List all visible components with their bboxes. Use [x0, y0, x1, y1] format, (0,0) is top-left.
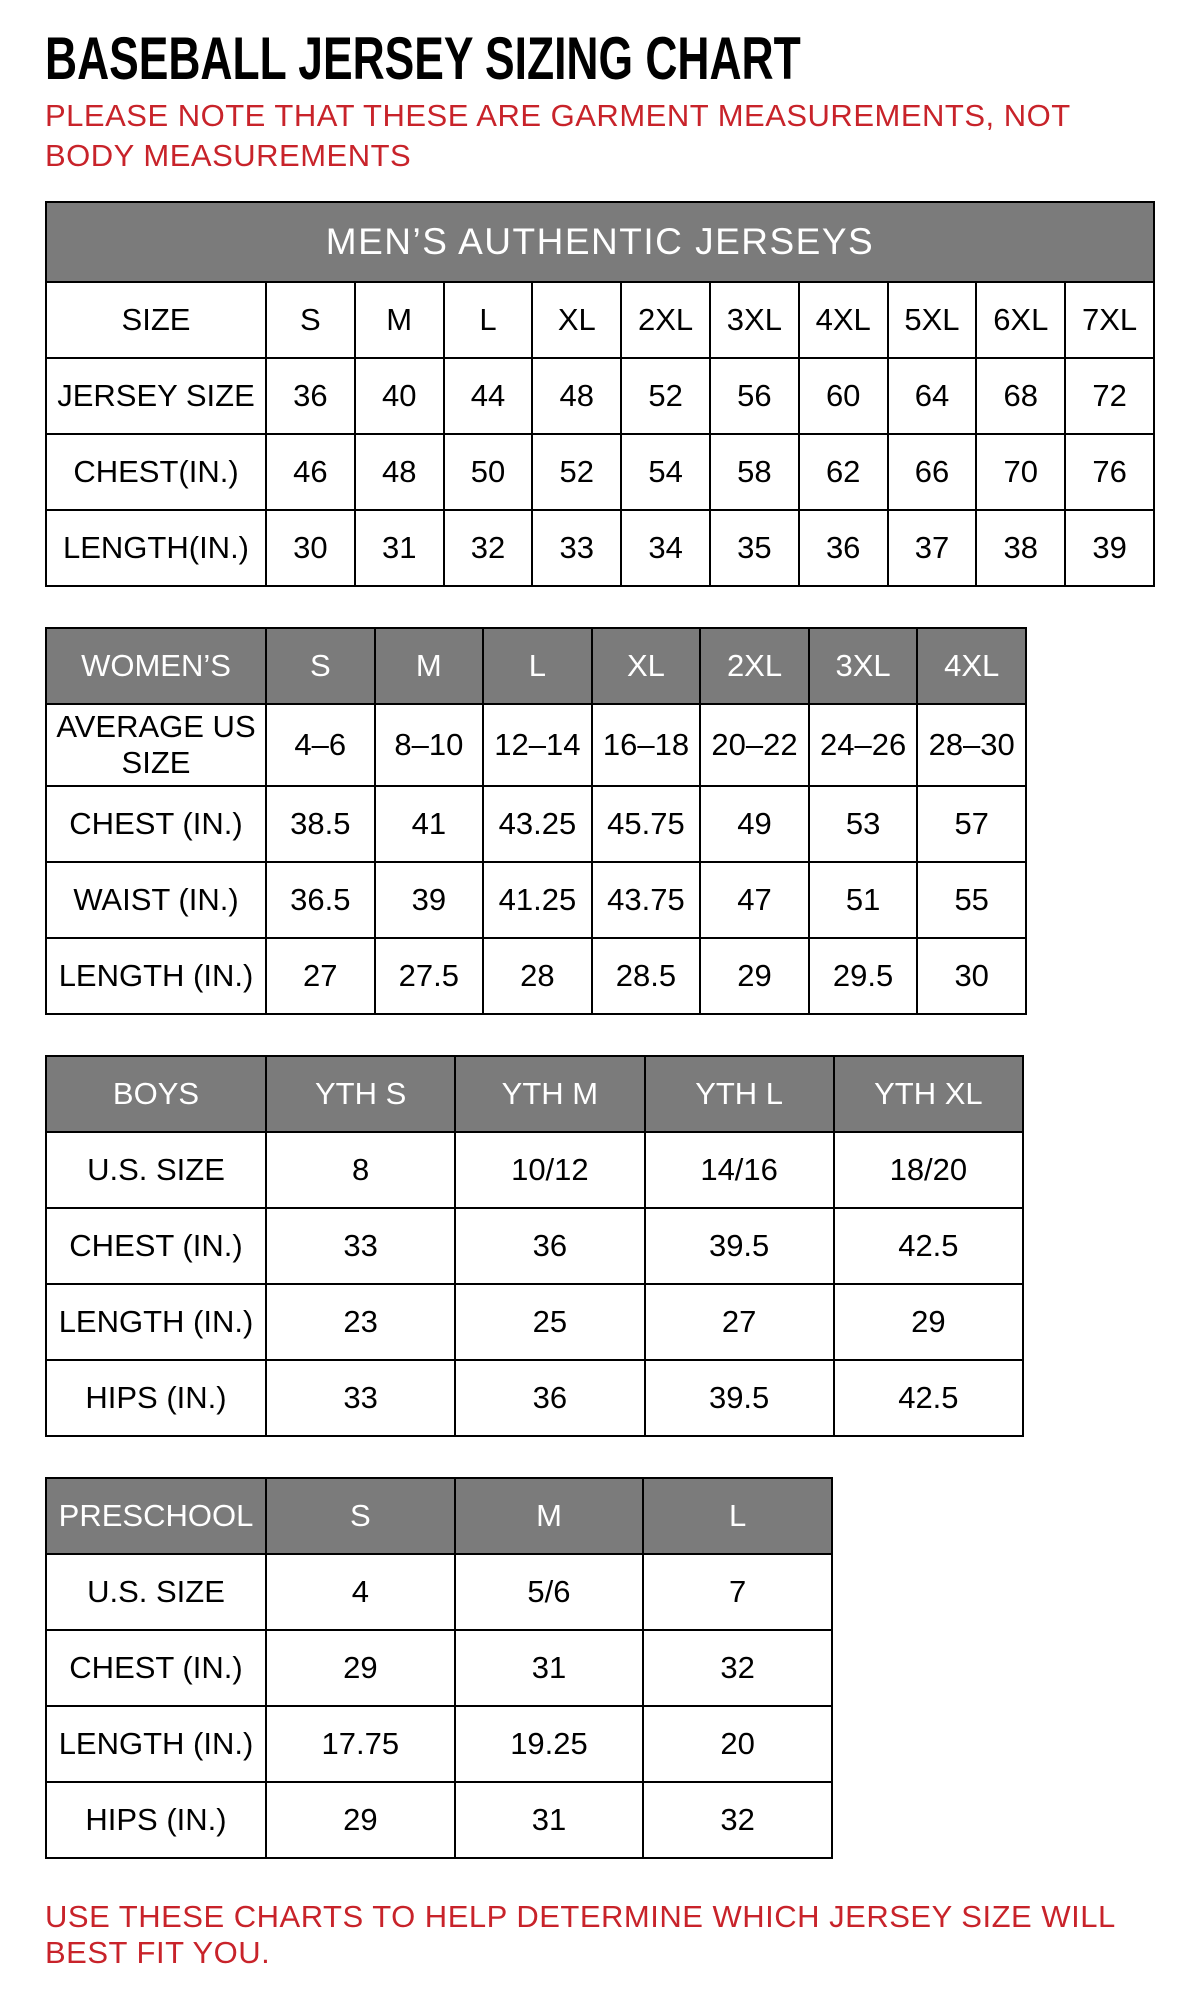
mens-column-header-4: XL [532, 282, 621, 358]
boys-row-label: LENGTH (IN.) [46, 1284, 266, 1360]
mens-cell-9: 70 [976, 434, 1065, 510]
preschool-cell-3: 20 [643, 1706, 832, 1782]
womens-cell-7: 30 [917, 938, 1026, 1014]
mens-columns-label: SIZE [46, 282, 266, 358]
preschool-columns-label: PRESCHOOL [46, 1478, 266, 1554]
preschool-cell-1: 29 [266, 1782, 455, 1858]
mens-cell-6: 35 [710, 510, 799, 586]
womens-cell-3: 43.25 [483, 786, 592, 862]
mens-table-title: MEN’S AUTHENTIC JERSEYS [46, 202, 1154, 282]
womens-data-row [46, 862, 1026, 938]
mens-cell-10: 72 [1065, 358, 1154, 434]
womens-cell-4: 43.75 [592, 862, 701, 938]
boys-column-header-3: YTH L [645, 1056, 834, 1132]
womens-cell-1: 36.5 [266, 862, 375, 938]
womens-cell-7: 57 [917, 786, 1026, 862]
boys-cell-1: 33 [266, 1360, 455, 1436]
womens-sizing-table [45, 627, 1027, 1015]
mens-cell-2: 40 [355, 358, 444, 434]
mens-column-header-3: L [444, 282, 533, 358]
womens-cell-4: 45.75 [592, 786, 701, 862]
womens-cell-4: 16–18 [592, 704, 701, 786]
boys-cell-2: 36 [455, 1208, 644, 1284]
mens-cell-8: 66 [888, 434, 977, 510]
mens-row-label: JERSEY SIZE [46, 358, 266, 434]
preschool-cell-2: 31 [455, 1630, 644, 1706]
boys-column-header-4: YTH XL [834, 1056, 1023, 1132]
preschool-row-label: U.S. SIZE [46, 1554, 266, 1630]
womens-cell-7: 55 [917, 862, 1026, 938]
womens-cell-2: 41 [375, 786, 484, 862]
womens-cell-3: 12–14 [483, 704, 592, 786]
womens-row-label: CHEST (IN.) [46, 786, 266, 862]
womens-cell-1: 27 [266, 938, 375, 1014]
womens-cell-4: 28.5 [592, 938, 701, 1014]
mens-cell-1: 46 [266, 434, 355, 510]
mens-cell-5: 52 [621, 358, 710, 434]
boys-cell-1: 23 [266, 1284, 455, 1360]
boys-cell-4: 42.5 [834, 1360, 1023, 1436]
womens-column-header-2: M [375, 628, 484, 704]
womens-cell-2: 8–10 [375, 704, 484, 786]
mens-column-header-5: 2XL [621, 282, 710, 358]
womens-cell-6: 53 [809, 786, 918, 862]
boys-cell-2: 25 [455, 1284, 644, 1360]
preschool-sizing-table [45, 1477, 833, 1859]
preschool-data-row [46, 1630, 832, 1706]
womens-column-header-1: S [266, 628, 375, 704]
title-wrap [45, 24, 1155, 96]
womens-cell-1: 38.5 [266, 786, 375, 862]
mens-column-header-7: 4XL [799, 282, 888, 358]
mens-cell-4: 33 [532, 510, 621, 586]
preschool-cell-3: 7 [643, 1554, 832, 1630]
mens-column-header-2: M [355, 282, 444, 358]
womens-cell-5: 47 [700, 862, 809, 938]
preschool-columns-row [46, 1478, 832, 1554]
womens-cell-2: 39 [375, 862, 484, 938]
womens-cell-1: 4–6 [266, 704, 375, 786]
preschool-row-label: LENGTH (IN.) [46, 1706, 266, 1782]
mens-data-row [46, 358, 1154, 434]
mens-cell-2: 48 [355, 434, 444, 510]
boys-cell-2: 10/12 [455, 1132, 644, 1208]
womens-data-row [46, 704, 1026, 786]
boys-cell-4: 29 [834, 1284, 1023, 1360]
boys-data-row [46, 1208, 1023, 1284]
boys-sizing-table [45, 1055, 1024, 1437]
mens-column-header-10: 7XL [1065, 282, 1154, 358]
womens-cell-5: 20–22 [700, 704, 809, 786]
boys-data-row [46, 1360, 1023, 1436]
garment-measurement-note: PLEASE NOTE THAT THESE ARE GARMENT MEASUREMENTS, NOT BODY MEASUREMENTS [45, 98, 1071, 173]
preschool-data-row [46, 1706, 832, 1782]
mens-cell-4: 48 [532, 358, 621, 434]
boys-column-header-1: YTH S [266, 1056, 455, 1132]
mens-column-header-9: 6XL [976, 282, 1065, 358]
womens-columns-label: WOMEN’S [46, 628, 266, 704]
womens-cell-3: 28 [483, 938, 592, 1014]
womens-cell-5: 49 [700, 786, 809, 862]
mens-cell-8: 37 [888, 510, 977, 586]
preschool-cell-2: 5/6 [455, 1554, 644, 1630]
mens-data-row [46, 434, 1154, 510]
boys-row-label: HIPS (IN.) [46, 1360, 266, 1436]
mens-cell-8: 64 [888, 358, 977, 434]
mens-cell-5: 34 [621, 510, 710, 586]
womens-cell-2: 27.5 [375, 938, 484, 1014]
womens-column-header-4: XL [592, 628, 701, 704]
preschool-row-label: HIPS (IN.) [46, 1782, 266, 1858]
boys-cell-1: 8 [266, 1132, 455, 1208]
womens-column-header-6: 3XL [809, 628, 918, 704]
mens-cell-1: 30 [266, 510, 355, 586]
boys-cell-3: 14/16 [645, 1132, 834, 1208]
preschool-column-header-3: L [643, 1478, 832, 1554]
mens-cell-7: 62 [799, 434, 888, 510]
mens-cell-7: 60 [799, 358, 888, 434]
womens-data-row [46, 786, 1026, 862]
womens-column-header-3: L [483, 628, 592, 704]
boys-cell-3: 39.5 [645, 1360, 834, 1436]
mens-cell-2: 31 [355, 510, 444, 586]
boys-cell-1: 33 [266, 1208, 455, 1284]
boys-row-label: U.S. SIZE [46, 1132, 266, 1208]
boys-cell-4: 18/20 [834, 1132, 1023, 1208]
sizing-chart-page [45, 24, 1155, 1971]
preschool-column-header-1: S [266, 1478, 455, 1554]
womens-cell-5: 29 [700, 938, 809, 1014]
preschool-data-row [46, 1782, 832, 1858]
womens-cell-6: 24–26 [809, 704, 918, 786]
preschool-column-header-2: M [455, 1478, 644, 1554]
boys-cell-2: 36 [455, 1360, 644, 1436]
preschool-cell-2: 31 [455, 1782, 644, 1858]
mens-cell-3: 50 [444, 434, 533, 510]
mens-cell-9: 68 [976, 358, 1065, 434]
preschool-row-label: CHEST (IN.) [46, 1630, 266, 1706]
mens-row-label: CHEST(IN.) [46, 434, 266, 510]
boys-cell-3: 27 [645, 1284, 834, 1360]
mens-cell-1: 36 [266, 358, 355, 434]
boys-columns-label: BOYS [46, 1056, 266, 1132]
mens-cell-7: 36 [799, 510, 888, 586]
boys-data-row [46, 1284, 1023, 1360]
mens-cell-9: 38 [976, 510, 1065, 586]
womens-cell-6: 51 [809, 862, 918, 938]
preschool-cell-1: 4 [266, 1554, 455, 1630]
mens-cell-3: 44 [444, 358, 533, 434]
mens-row-label: LENGTH(IN.) [46, 510, 266, 586]
mens-column-header-8: 5XL [888, 282, 977, 358]
footer-note: USE THESE CHARTS TO HELP DETERMINE WHICH JERSEY SIZE WILL BEST FIT YOU. [45, 1899, 1115, 1971]
mens-columns-row [46, 282, 1154, 358]
womens-cell-7: 28–30 [917, 704, 1026, 786]
preschool-cell-1: 29 [266, 1630, 455, 1706]
womens-row-label: WAIST (IN.) [46, 862, 266, 938]
preschool-cell-1: 17.75 [266, 1706, 455, 1782]
womens-data-row [46, 938, 1026, 1014]
preschool-cell-3: 32 [643, 1782, 832, 1858]
page-title: BASEBALL JERSEY SIZING CHART [45, 25, 801, 92]
mens-cell-4: 52 [532, 434, 621, 510]
womens-column-header-7: 4XL [917, 628, 1026, 704]
mens-column-header-6: 3XL [710, 282, 799, 358]
womens-column-header-5: 2XL [700, 628, 809, 704]
boys-cell-3: 39.5 [645, 1208, 834, 1284]
womens-columns-row [46, 628, 1026, 704]
boys-column-header-2: YTH M [455, 1056, 644, 1132]
preschool-cell-2: 19.25 [455, 1706, 644, 1782]
mens-column-header-1: S [266, 282, 355, 358]
boys-row-label: CHEST (IN.) [46, 1208, 266, 1284]
womens-cell-3: 41.25 [483, 862, 592, 938]
mens-authentic-jerseys-table [45, 201, 1155, 587]
mens-banner-row [46, 202, 1154, 282]
preschool-cell-3: 32 [643, 1630, 832, 1706]
preschool-data-row [46, 1554, 832, 1630]
mens-data-row [46, 510, 1154, 586]
mens-cell-3: 32 [444, 510, 533, 586]
mens-cell-6: 58 [710, 434, 799, 510]
mens-cell-5: 54 [621, 434, 710, 510]
womens-row-label: LENGTH (IN.) [46, 938, 266, 1014]
boys-cell-4: 42.5 [834, 1208, 1023, 1284]
mens-cell-10: 39 [1065, 510, 1154, 586]
mens-cell-6: 56 [710, 358, 799, 434]
boys-columns-row [46, 1056, 1023, 1132]
womens-cell-6: 29.5 [809, 938, 918, 1014]
womens-row-label: AVERAGE US SIZE [46, 704, 266, 786]
mens-cell-10: 76 [1065, 434, 1154, 510]
boys-data-row [46, 1132, 1023, 1208]
